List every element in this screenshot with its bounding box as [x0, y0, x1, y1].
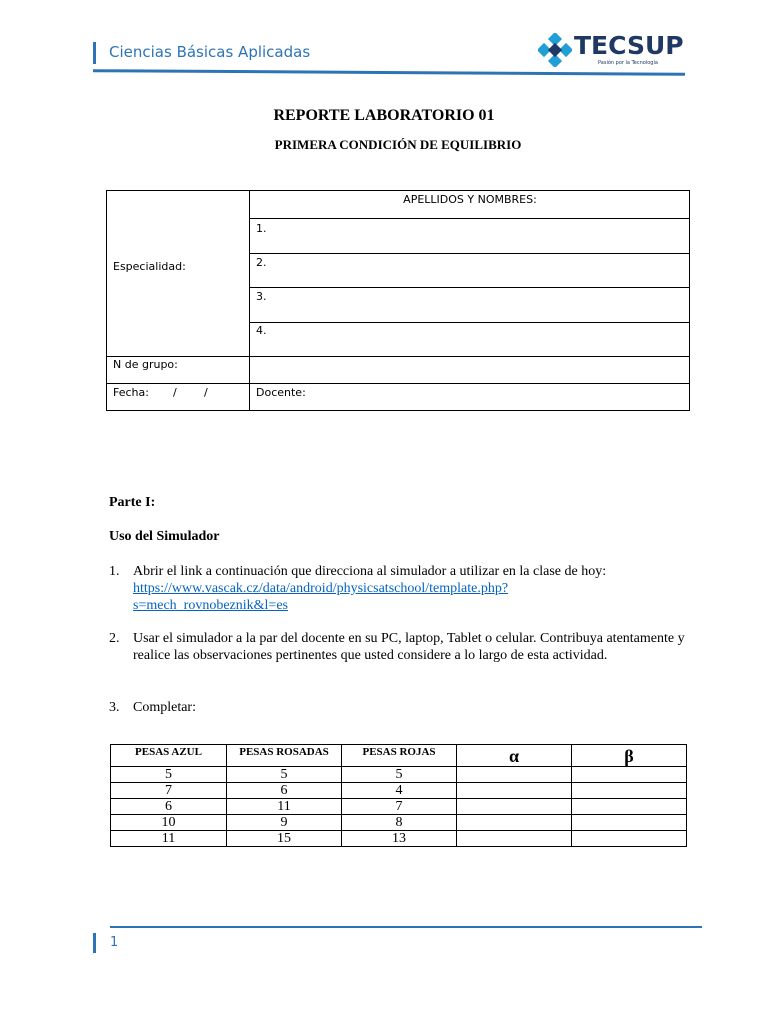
table-row — [111, 815, 687, 831]
alpha-cell[interactable] — [457, 783, 572, 799]
alpha-cell[interactable] — [457, 767, 572, 783]
section-title: Uso del Simulador — [109, 529, 220, 544]
column-header: PESAS AZUL — [111, 745, 227, 767]
column-header-alpha: α — [457, 745, 572, 767]
footer-accent-bar — [93, 933, 96, 953]
member-1-field[interactable]: 1. — [256, 222, 267, 235]
tecsup-logo — [536, 30, 686, 72]
part-title: Parte I: — [109, 495, 156, 510]
document-subtitle: PRIMERA CONDICIÓN DE EQUILIBRIO — [274, 137, 522, 152]
logo-tagline: Pasión por la Tecnología — [598, 60, 658, 66]
table-cell: 6 — [111, 799, 227, 815]
table-cell: 11 — [111, 831, 227, 847]
table-cell: 5 — [111, 767, 227, 783]
date-label: Fecha: — [113, 386, 149, 399]
table-row — [111, 783, 687, 799]
simulator-link[interactable]: s=mech_rovnobeznik&l=es — [133, 598, 288, 613]
beta-cell[interactable] — [572, 783, 687, 799]
table-cell: 15 — [227, 831, 342, 847]
specialty-label: Especialidad: — [113, 260, 186, 273]
table-cell: 4 — [342, 783, 457, 799]
table-cell: 7 — [111, 783, 227, 799]
alpha-cell[interactable] — [457, 831, 572, 847]
logo-wordmark: TECSUP — [574, 31, 684, 60]
footer-divider — [110, 926, 702, 928]
member-3-field[interactable]: 3. — [256, 290, 267, 303]
list-item-text: Usar el simulador a la par del docente en su PC, laptop, Tablet o celular. Contribuya atentamente y realice las observaciones pertinentes que usted considere a lo largo de esta actividad. — [133, 631, 685, 663]
table-cell: 9 — [227, 815, 342, 831]
table-row — [111, 831, 687, 847]
list-item-text: Completar: — [133, 700, 196, 715]
header-title: Ciencias Básicas Aplicadas — [109, 43, 311, 61]
beta-cell[interactable] — [572, 815, 687, 831]
page-number: 1 — [110, 935, 119, 950]
alpha-cell[interactable] — [457, 799, 572, 815]
table-cell: 6 — [227, 783, 342, 799]
column-header: PESAS ROSADAS — [227, 745, 342, 767]
beta-cell[interactable] — [572, 767, 687, 783]
header-accent-bar — [93, 42, 96, 64]
table-row — [111, 799, 687, 815]
table-cell: 10 — [111, 815, 227, 831]
tecsup-logo-icon — [538, 33, 572, 67]
table-cell: 13 — [342, 831, 457, 847]
table-cell: 7 — [342, 799, 457, 815]
date-separator: / — [204, 386, 208, 399]
table-header-row — [111, 745, 687, 767]
member-4-field[interactable]: 4. — [256, 324, 267, 337]
teacher-label: Docente: — [256, 386, 306, 399]
date-separator: / — [173, 386, 177, 399]
list-item-text: Abrir el link a continuación que direcciona al simulador a utilizar en la clase de hoy: — [133, 564, 607, 579]
column-header: PESAS ROJAS — [342, 745, 457, 767]
list-number: 3. — [109, 700, 120, 715]
table-cell: 5 — [342, 767, 457, 783]
table-cell: 11 — [227, 799, 342, 815]
beta-cell[interactable] — [572, 799, 687, 815]
member-2-field[interactable]: 2. — [256, 256, 267, 269]
weights-table — [110, 744, 687, 847]
beta-cell[interactable] — [572, 831, 687, 847]
list-number: 2. — [109, 631, 120, 646]
simulator-link[interactable]: https://www.vascak.cz/data/android/physicsatschool/template.php? — [133, 581, 509, 596]
group-label: N de grupo: — [113, 358, 178, 371]
table-cell: 5 — [227, 767, 342, 783]
list-number: 1. — [109, 564, 120, 579]
student-info-table — [106, 190, 690, 411]
table-row — [111, 767, 687, 783]
table-cell: 8 — [342, 815, 457, 831]
names-header: APELLIDOS Y NOMBRES: — [403, 193, 537, 206]
alpha-cell[interactable] — [457, 815, 572, 831]
document-title: REPORTE LABORATORIO 01 — [273, 107, 495, 124]
column-header-beta: β — [572, 745, 687, 767]
